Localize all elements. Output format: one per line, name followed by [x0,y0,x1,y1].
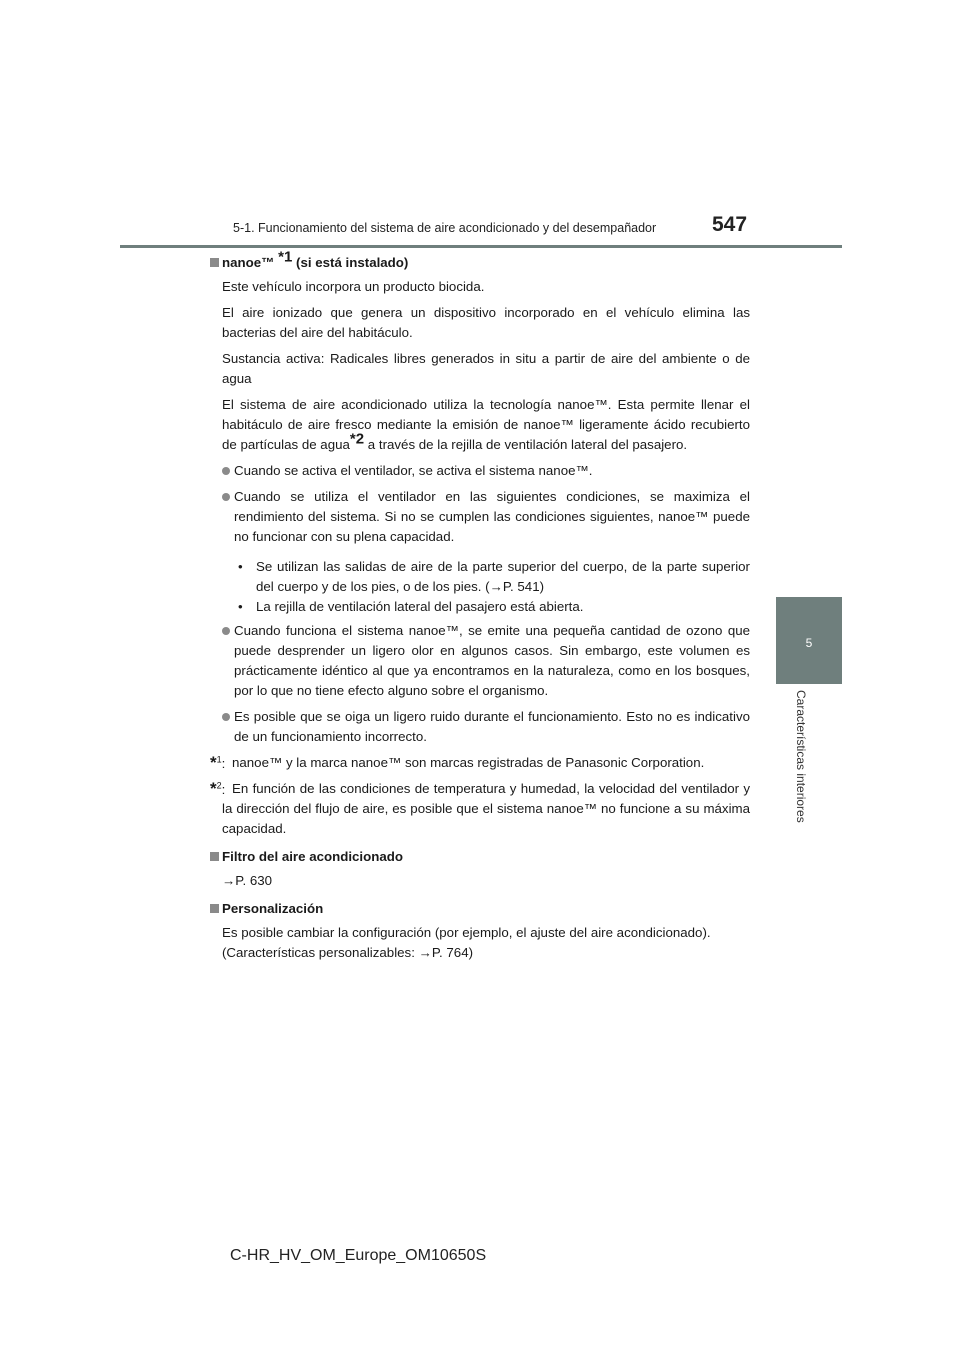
section-header-title: 5-1. Funcionamiento del sistema de aire acondicionado y del desempañador [233,221,657,235]
nanoe-paragraph-4-end: a través de la rejilla de ventilación lateral del pasajero. [364,437,688,452]
nanoe-title-text: nanoe™ [222,255,279,270]
sub-list-item [234,557,750,597]
footnote-2 [210,779,750,839]
footnote-number: 1 [216,754,222,765]
bullet-text: Cuando se activa el ventilador, se activa el sistema nanoe™. [234,463,593,478]
footnote-star: * [210,753,217,772]
page-content [210,248,750,969]
footnote-ref-2: *2 [349,430,365,448]
sub-item-text: La rejilla de ventilación lateral del pasajero está abierta. [256,599,584,614]
bullet-text: Es posible que se oiga un ligero ruido durante el funcionamiento. Esto no es indicativo de un funcionamiento incorrecto. [234,709,750,744]
nanoe-paragraph-2: El aire ionizado que genera un dispositivo incorporado en el vehículo elimina las bacterias del aire del habitáculo. [222,305,750,340]
round-bullet-icon [222,627,230,635]
square-bullet-icon [210,852,219,861]
footnote-colon: : [221,756,226,771]
filter-page-link[interactable]: →P. 630 [222,873,273,888]
sub-bullet-mark: • [238,599,243,614]
nanoe-paragraph-4 [222,395,750,455]
nanoe-title-suffix: (si está instalado) [292,255,409,270]
square-bullet-icon [210,258,219,267]
list-item [222,707,750,747]
footnote-ref-1: *1 [278,248,293,266]
footnote-number: 2 [216,780,222,791]
bullet-text: Cuando funciona el sistema nanoe™, se emite una pequeña cantidad de ozono que puede desprender un ligero olor en algunos casos. Sin embargo, este volumen es prácticamente idéntico al que ya encontramos en la naturaleza, como en los bosques, por lo que no tiene efecto alguno sobre el organismo. [234,623,750,698]
footnote-star: * [210,779,217,798]
footnote-colon: : [221,782,226,797]
personalization-title-text: Personalización [222,901,324,916]
sub-bullet-mark: • [238,559,243,574]
sub-list-item [234,597,750,617]
footnote-text: En función de las condiciones de temperatura y humedad, la velocidad del ventilador y la dirección del flujo de aire, es posible que el sistema nanoe™ no funcione a su máxima capacidad. [222,781,750,836]
list-item [222,487,750,547]
sub-item-text: Se utilizan las salidas de aire de la parte superior del cuerpo, de la parte superior del cuerpo y de los pies, o de los pies. (→P. 541) [256,559,750,594]
footnote-marker [210,779,225,800]
personalization-line-1: Es posible cambiar la configuración (por ejemplo, el ajuste del aire acondicionado). [222,925,711,940]
filter-title-text: Filtro del aire acondicionado [222,849,404,864]
section-title-filter [210,847,750,867]
chapter-tab-number: 5 [805,636,813,650]
document-id-footer: C-HR_HV_OM_Europe_OM10650S [230,1247,487,1264]
footnote-1 [210,753,750,773]
round-bullet-icon [222,713,230,721]
round-bullet-icon [222,493,230,501]
header-divider [120,245,842,248]
square-bullet-icon [210,904,219,913]
nanoe-paragraph-4-text: El sistema de aire acondicionado utiliza la tecnología nanoe™. Esta permite llenar el habitáculo de aire fresco mediante la emisión de nanoe™ ligeramente ácido recubierto de partículas de agua [222,397,750,452]
round-bullet-icon [222,467,230,475]
list-item [222,621,750,701]
bullet-text: Cuando se utiliza el ventilador en las siguientes condiciones, se maximiza el rendimiento del sistema. Si no se cumplen las condiciones siguientes, nanoe™ puede no funcionar con su plena capacidad. [234,489,750,544]
personalization-line-2[interactable]: (Características personalizables: →P. 764) [222,945,474,960]
section-title-personalization [210,899,750,919]
footnote-text: nanoe™ y la marca nanoe™ son marcas registradas de Panasonic Corporation. [232,755,705,770]
page-number: 547 [712,213,748,236]
section-title-nanoe [210,248,750,273]
list-item [222,461,750,481]
nanoe-paragraph-3: Sustancia activa: Radicales libres generados in situ a partir de aire del ambiente o de agua [222,351,750,386]
chapter-tab-label: Características interiores [794,690,808,823]
nanoe-paragraph-1: Este vehículo incorpora un producto biocida. [222,279,485,294]
footnote-marker [210,753,225,774]
